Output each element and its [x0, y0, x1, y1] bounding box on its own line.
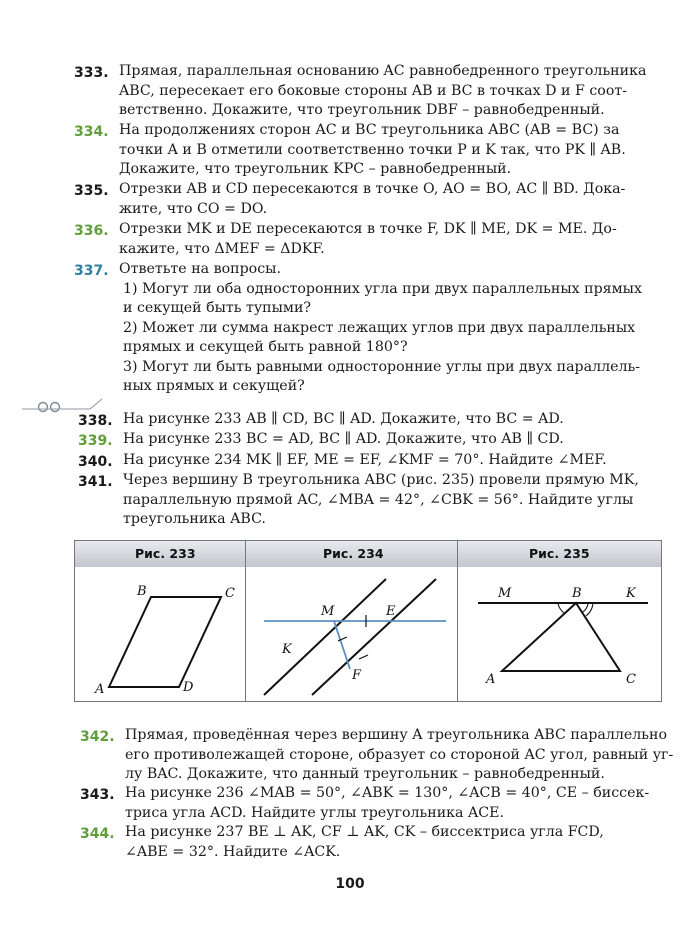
fig235-label-C: C [626, 672, 636, 687]
problem-text: Через вершину B треугольника ABC (рис. 235) провели прямую MK, параллельную прямой AC, ∠MBA = 42°, ∠CBK = 56°. Найдите углы треугольника ABC. [123, 472, 639, 527]
problem-text: Ответьте на вопросы. 1) Могут ли оба односторонних угла при двух параллельных прямых и секущей быть тупыми? 2) Может ли сумма накрест лежащих углов при двух параллельных прямых и секущей быть равной 180°? 3) Могут ли быть равными односторонние углы при двух параллель- ных прямых и секущей? [119, 261, 642, 394]
problem-text: На рисунке 233 BC = AD, BC ∥ AD. Докажите, что AB ∥ CD. [123, 431, 564, 447]
fig235-label-M: M [498, 586, 512, 601]
problem-text: На рисунке 236 ∠MAB = 50°, ∠ABK = 130°, ∠ACB = 40°, CE – биссек- триса угла ACD. Найдите углы треугольника ACE. [125, 785, 650, 821]
problem-number: 336. [74, 223, 109, 239]
fig235-label-B: B [572, 586, 582, 601]
fig233-caption: Рис. 233 [135, 546, 196, 561]
problem-text: На рисунке 237 BE ⊥ AK, CF ⊥ AK, CK – биссектриса угла FCD, ∠ABE = 32°. Найдите ∠ACK. [125, 824, 604, 860]
fig235-label-K: K [626, 586, 636, 601]
problem-number: 340. [78, 454, 113, 470]
fig233-label-A: A [95, 682, 105, 697]
fig233-label-C: C [225, 586, 235, 601]
problem-text: Прямая, проведённая через вершину A треугольника ABC параллельно его противолежащей стороне, образует со стороной AC угол, равный уг- лу BAC. Докажите, что данный треугольник – равнобедренный. [125, 727, 674, 782]
fig234-label-K: K [282, 642, 292, 657]
fig233-label-B: B [137, 584, 147, 599]
problem-number: 334. [74, 124, 109, 140]
problem-number: 333. [74, 65, 109, 81]
problem-number: 343. [80, 787, 115, 803]
fig235-triangle [458, 567, 661, 701]
problem-number: 339. [78, 433, 113, 449]
problem-text: На рисунке 234 MK ∥ EF, ME = EF, ∠KMF = 70°. Найдите ∠MEF. [123, 452, 607, 468]
fig235-label-A: A [486, 672, 496, 687]
problem-text: На продолжениях сторон AC и BC треугольника ABC (AB = BC) за точки A и B отметили соответственно точки P и K так, что PK ∥ AB. Докажите, что треугольник KPC – равнобедренный. [119, 122, 626, 177]
problem-text: Отрезки AB и CD пересекаются в точке O, AO = BO, AC ∥ BD. Дока- жите, что CO = DO. [119, 181, 626, 217]
problem-number: 344. [80, 826, 115, 842]
problem-number: 335. [74, 183, 109, 199]
figures-panel [74, 540, 662, 702]
problem-text: На рисунке 233 AB ∥ CD, BC ∥ AD. Докажите, что BC = AD. [123, 411, 564, 427]
problem-number: 337. [74, 263, 109, 279]
fig234-label-M: M [321, 604, 335, 619]
fig234-caption: Рис. 234 [323, 546, 384, 561]
fig234-label-E: E [386, 604, 396, 619]
fig233-label-D: D [183, 680, 194, 695]
problem-number: 338. [78, 413, 113, 429]
page-number: 100 [335, 876, 365, 892]
problem-text: Прямая, параллельная основанию AC равнобедренного треугольника ABC, пересекает его боковые стороны AB и BC в точках D и F соот- ветственно. Докажите, что треугольник DBF – равнобедренный. [119, 63, 647, 118]
problem-text: Отрезки MK и DE пересекаются в точке F, DK ∥ ME, DK = ME. До- кажите, что ΔMEF = ΔDKF. [119, 221, 617, 257]
problem-number: 342. [80, 729, 115, 745]
fig234-parallel-lines [246, 567, 457, 701]
fig235-caption: Рис. 235 [529, 546, 590, 561]
problem-number: 341. [78, 474, 113, 490]
fig233-parallelogram [75, 567, 245, 701]
fig234-label-F: F [352, 668, 362, 683]
